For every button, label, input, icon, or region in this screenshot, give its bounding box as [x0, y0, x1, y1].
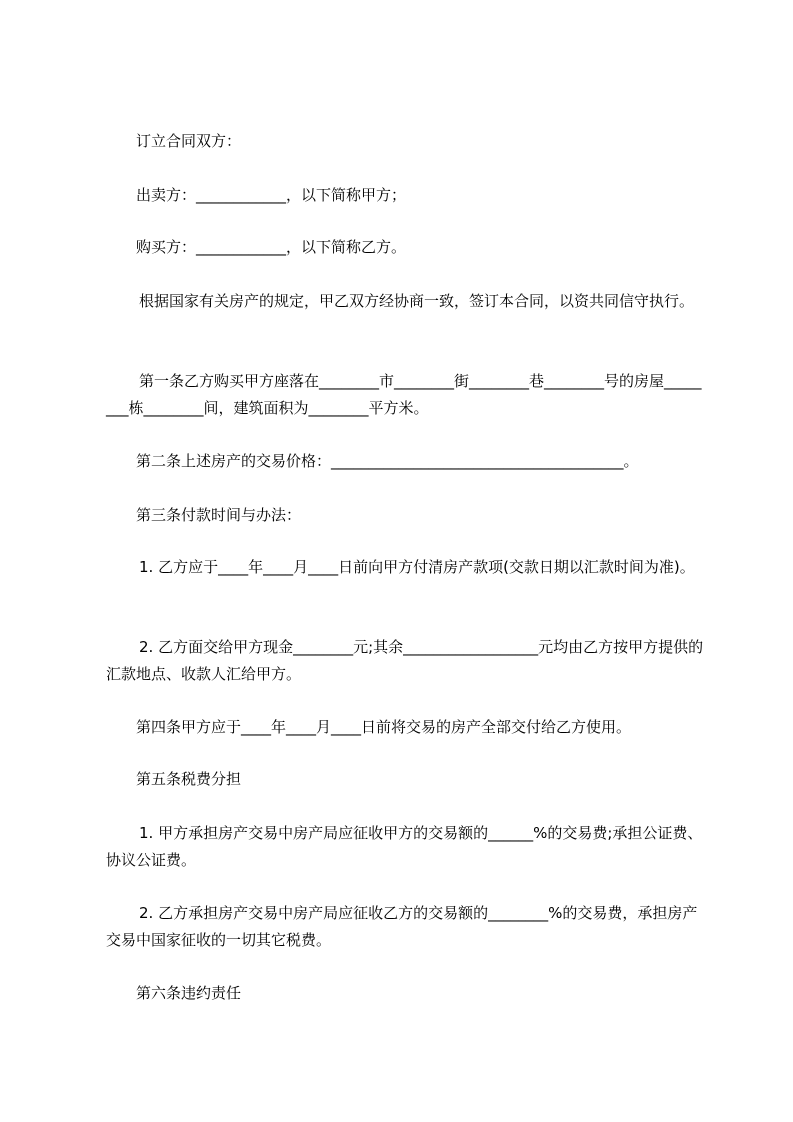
article-1: 第一条乙方购买甲方座落在________市________街________巷________号的房屋________栋________间，建筑面积为________平方米。 — [106, 372, 702, 417]
article-3-item-1: 1. 乙方应于____年____月____日前向甲方付清房产款项(交款日期以汇款时间为准)。 — [139, 558, 695, 576]
article-4: 第四条甲方应于____年____月____日前将交易的房产全部交付给乙方使用。 — [136, 718, 632, 736]
article-6-heading: 第六条违约责任 — [136, 984, 242, 1002]
article-5-item-1: 1. 甲方承担房产交易中房产局应征收甲方的交易额的______%的交易费;承担公证费、协议公证费。 — [106, 824, 703, 869]
seller-line: 出卖方：____________，以下简称甲方； — [136, 186, 407, 204]
preamble: 根据国家有关房产的规定，甲乙双方经协商一致，签订本合同，以资共同信守执行。 — [139, 292, 695, 310]
article-2: 第二条上述房产的交易价格：_______________________________________。 — [136, 452, 639, 470]
parties-heading: 订立合同双方： — [136, 132, 242, 150]
article-5-heading: 第五条税费分担 — [136, 770, 242, 788]
article-3-heading: 第三条付款时间与办法： — [136, 506, 302, 524]
buyer-line: 购买方：____________，以下简称乙方。 — [136, 238, 407, 256]
article-3-item-2: 2. 乙方面交给甲方现金________元;其余__________________元均由乙方按甲方提供的汇款地点、收款人汇给甲方。 — [106, 638, 704, 683]
article-5-item-2: 2. 乙方承担房产交易中房产局应征收乙方的交易额的________%的交易费，承担房产交易中国家征收的一切其它税费。 — [106, 904, 698, 949]
